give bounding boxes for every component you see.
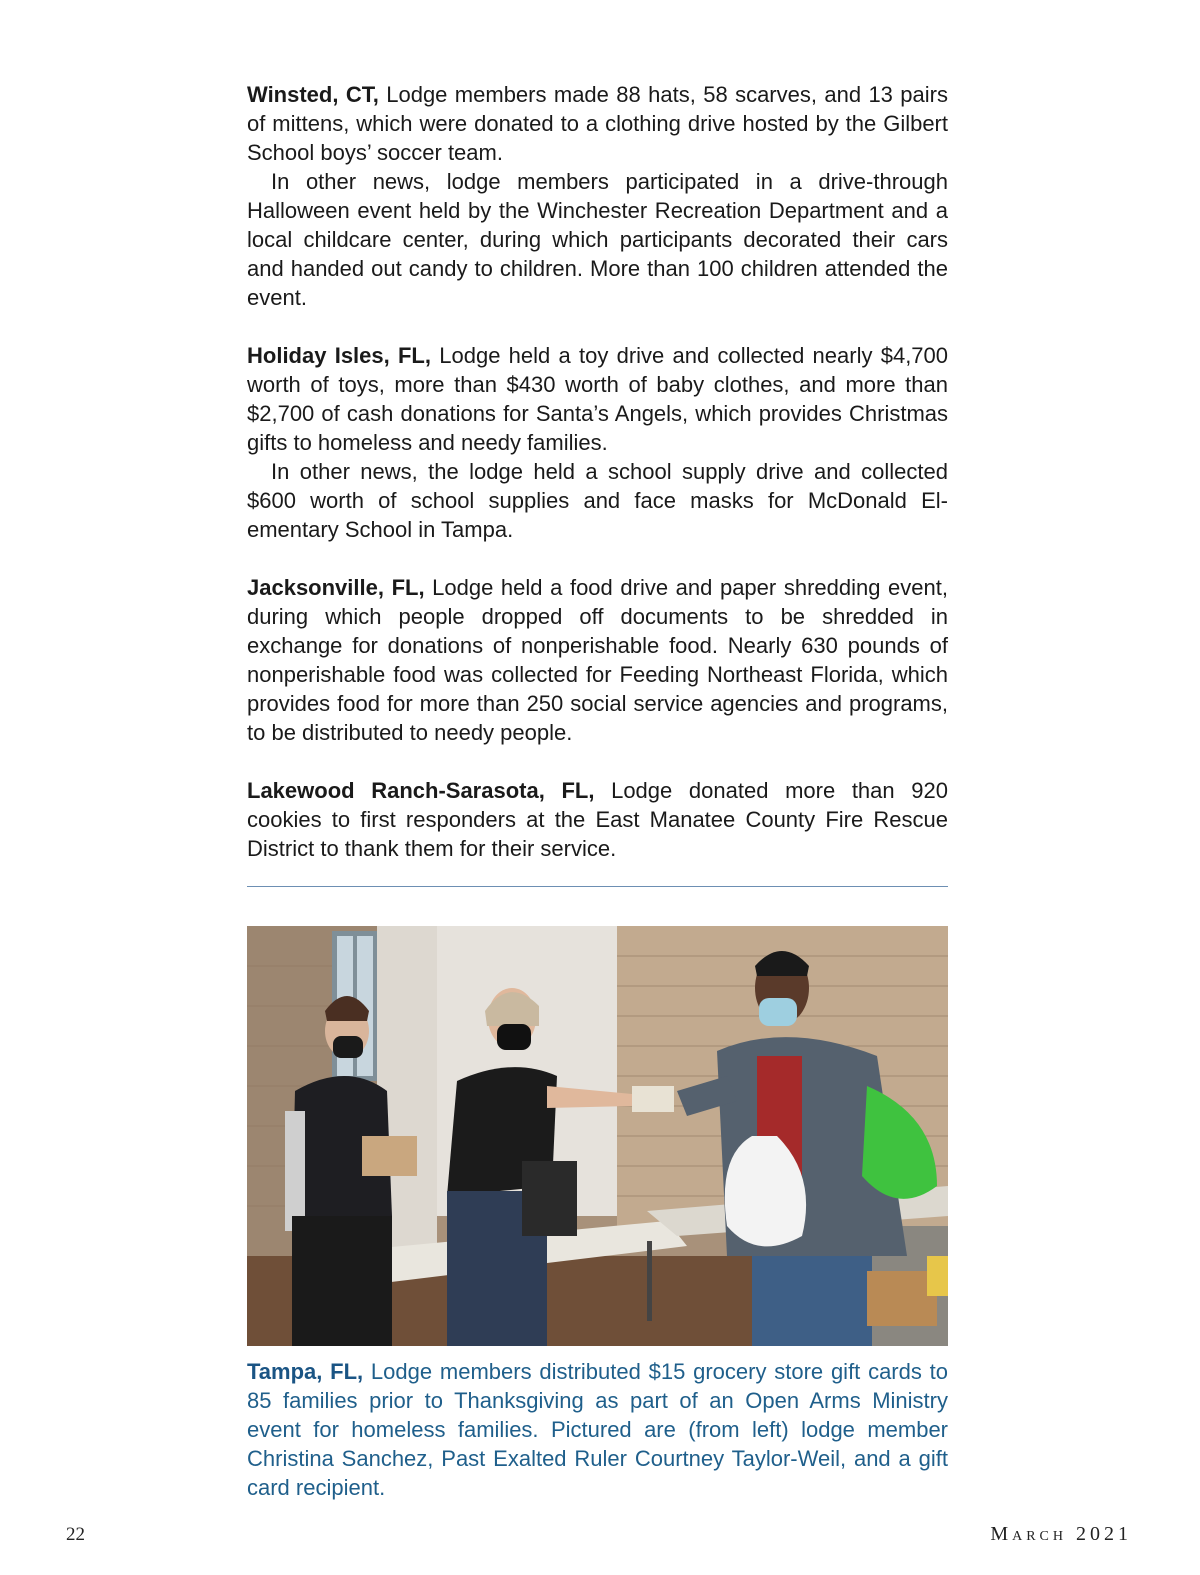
article-holiday-isles — [247, 341, 948, 457]
photo-caption-lead: Tampa, FL, — [247, 1359, 364, 1384]
section-divider — [247, 886, 948, 887]
article-jacksonville — [247, 573, 948, 747]
article-lead-jacksonville: Jacksonville, FL, — [247, 575, 425, 600]
article-winsted-more: In other news, lodge members participated in a drive-through Halloween event held by the Winchester Recreation Department and a local childcare center, during which participants decorated their cars and handed out candy to children. More than 100 children attended the event. — [247, 169, 948, 310]
photo-caption-body: Lodge members distributed $15 grocery store gift cards to 85 families prior to Thanksgiving as part of an Open Arms Ministry event for homeless families. Pictured are (from left) lodge member Christina Sanchez, Past Exalted Ruler Courtney Taylor-Weil, and a gift card recipient. — [247, 1359, 948, 1500]
tampa-event-photo — [247, 926, 948, 1346]
issue-date: March 2021 — [990, 1523, 1132, 1545]
photo-illustration — [247, 926, 948, 1346]
article-body-holiday-isles: Lodge held a toy drive and collected nearly $4,700 worth of toys, more than $430 worth of baby clothes, and more than $2,700 of cash donations for Santa’s Angels, which provides Christmas gifts to homeless and needy families. — [247, 343, 949, 455]
article-lead-lakewood-ranch: Lakewood Ranch-Sarasota, FL, — [247, 778, 595, 803]
article-body-winsted: Lodge members made 88 hats, 58 scarves, and 13 pairs of mittens, which were donated to a clothing drive hosted by the Gilbert School boys’ soccer team. — [247, 82, 948, 165]
article-lead-winsted: Winsted, CT, — [247, 82, 379, 107]
article-column — [247, 80, 948, 863]
article-winsted — [247, 80, 948, 167]
article-body-lakewood-ranch: Lodge donated more than 920 cookies to first responders at the East Manatee County Fire Rescue District to thank them for their service. — [247, 778, 948, 861]
article-lakewood-ranch — [247, 776, 948, 863]
article-holiday-isles-more: In other news, the lodge held a school supply drive and collected $600 worth of school supplies and face masks for McDonald El-ementary School in Tampa. — [247, 459, 948, 542]
photo-caption — [247, 1357, 948, 1502]
article-body-jacksonville: Lodge held a food drive and paper shredding event, during which people dropped off documents to be shredded in exchange for donations of nonperishable food. Nearly 630 pounds of nonperishable food was collected for Feeding Northeast Florida, which provides food for more than 250 social service agencies and programs, to be distributed to needy people. — [247, 575, 948, 745]
article-lead-holiday-isles: Holiday Isles, FL, — [247, 343, 431, 368]
page-number: 22 — [66, 1524, 85, 1545]
